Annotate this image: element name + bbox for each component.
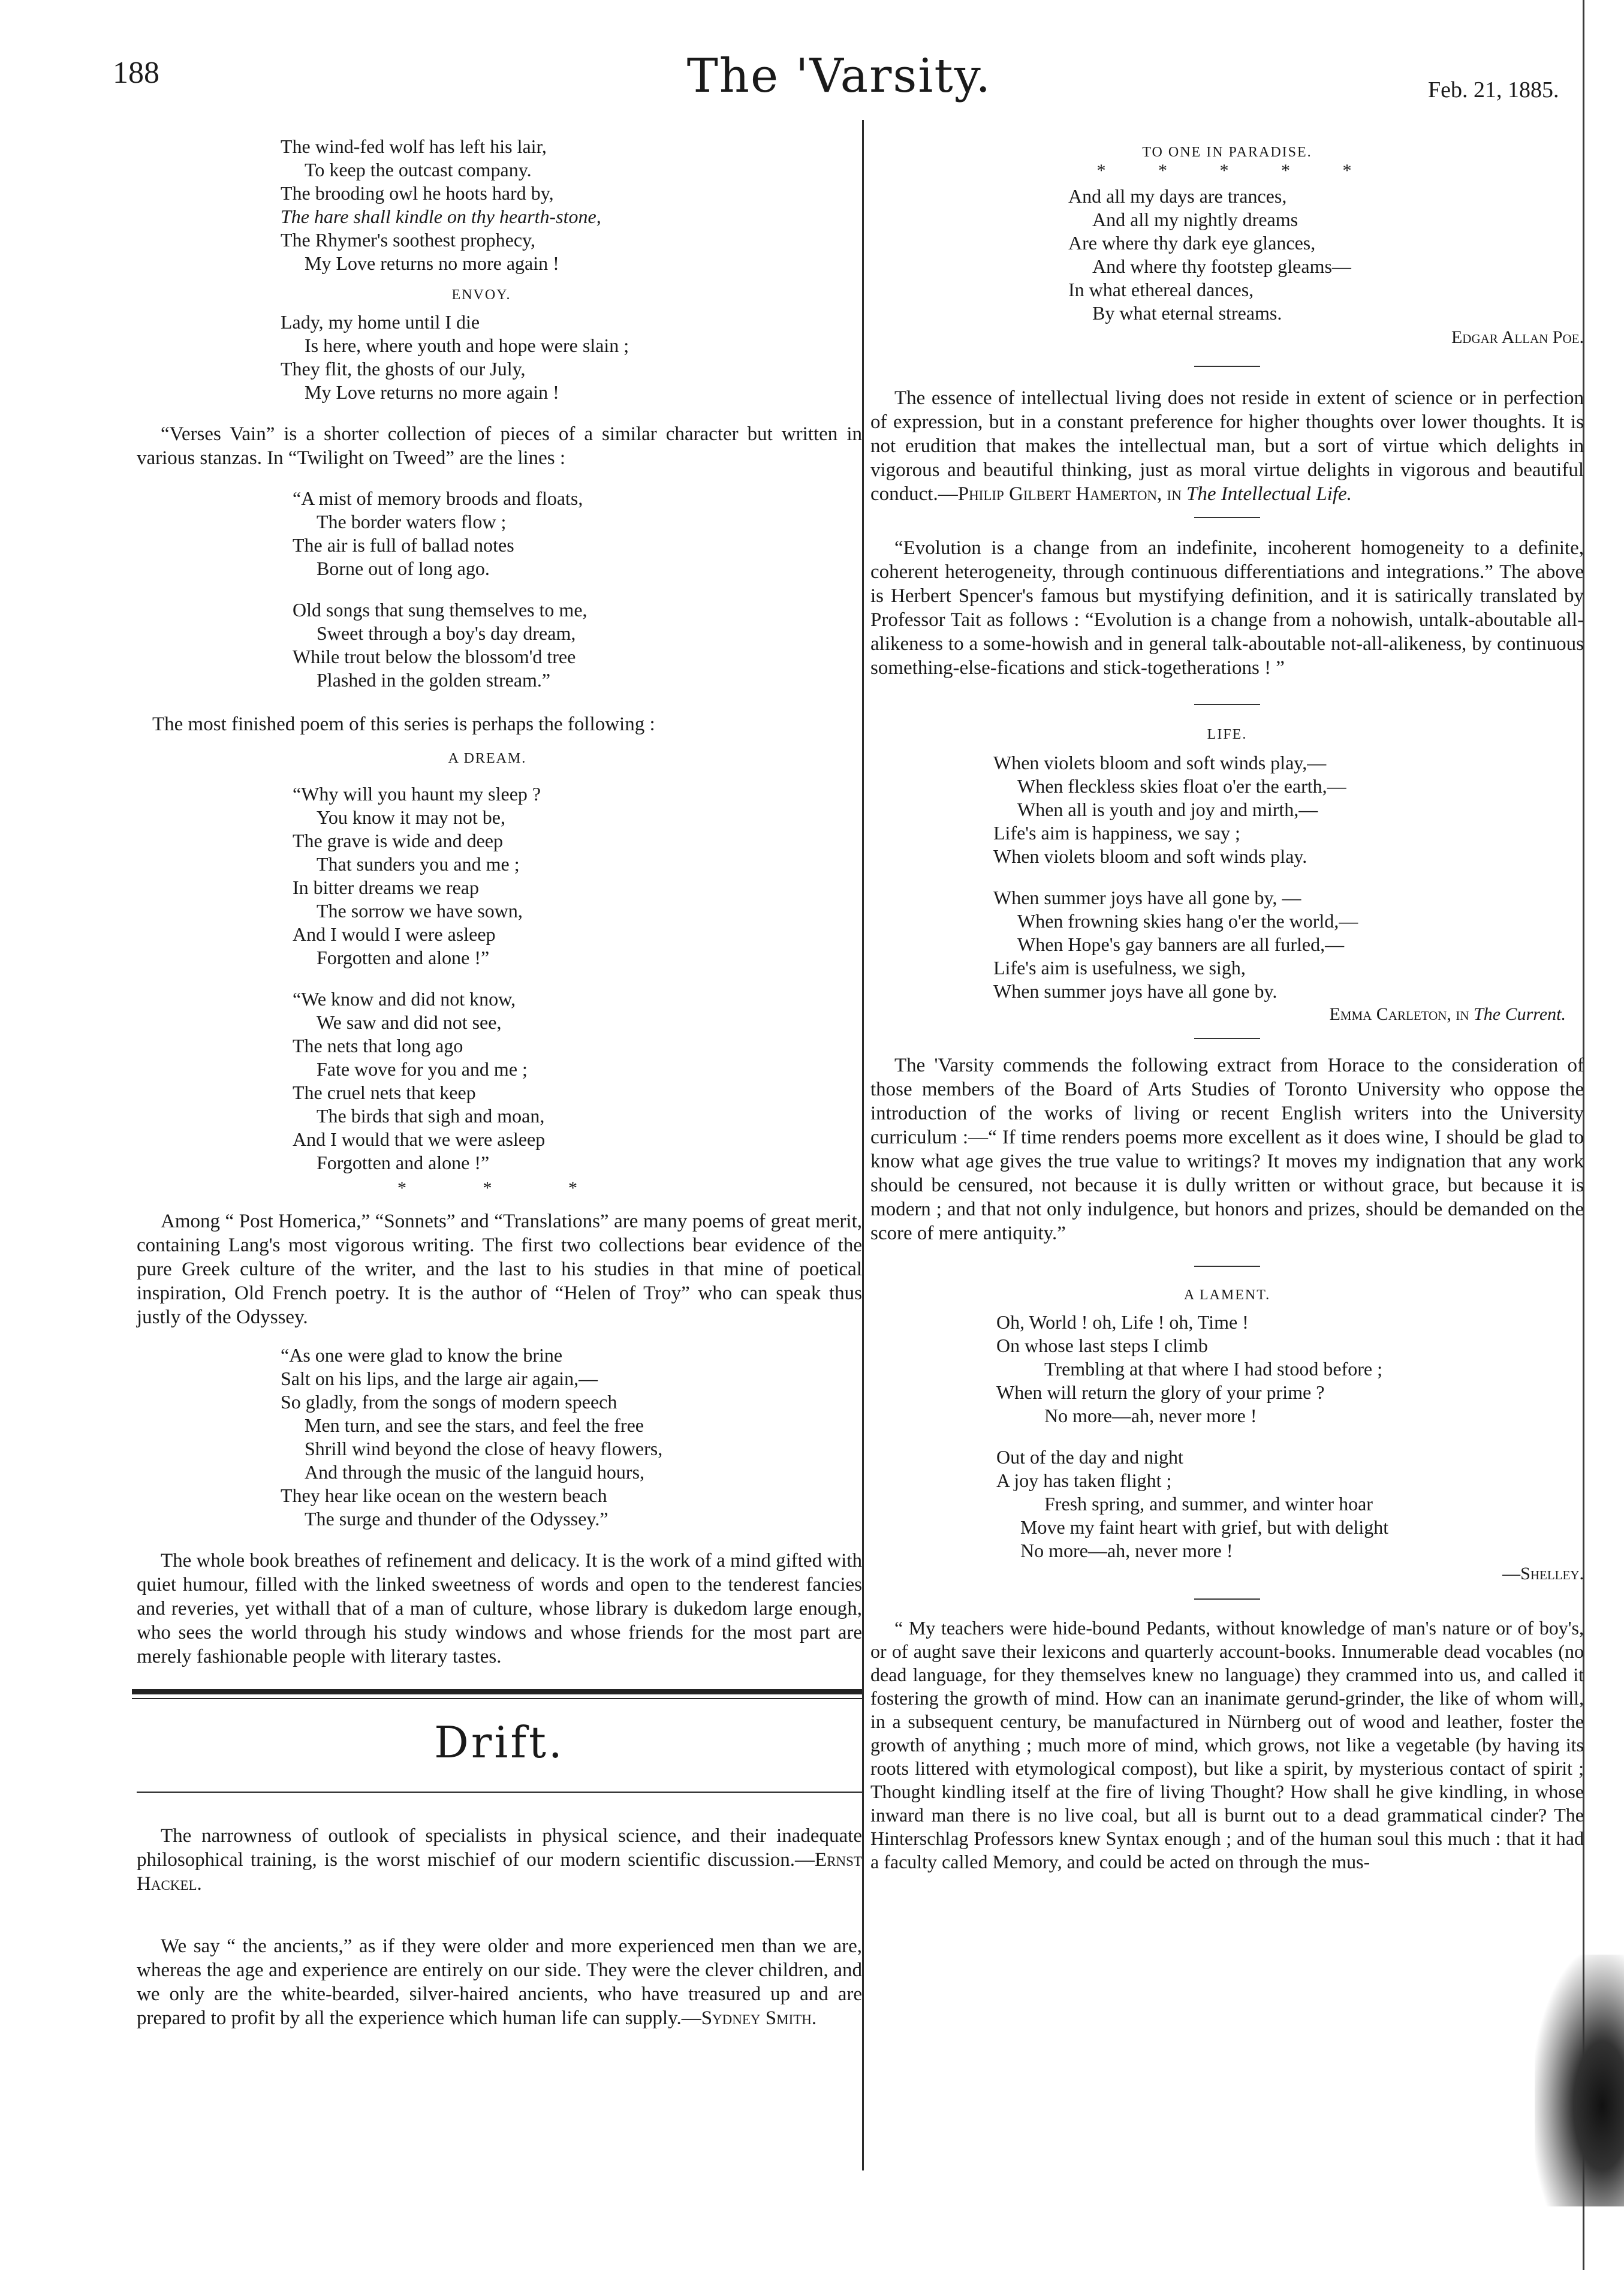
poem-line: When summer joys have all gone by, — [993,887,1301,908]
poem-line: Lady, my home until I die [281,311,480,333]
poem-line: The hare shall kindle on thy hearth-stone, [281,206,601,227]
poem-line: We saw and did not see, [317,1011,502,1033]
right-column [870,135,1584,1874]
quote-attribution: —Ernst Hackel. [137,1849,862,1895]
poem-line: That sunders you and me ; [317,853,520,875]
poem-line: Forgotten and alone !” [317,1152,490,1173]
section-rule-thick [132,1689,862,1694]
poem-line: Shrill wind beyond the close of heavy flowers, [305,1438,663,1459]
poem-line: No more—ah, never more ! [1044,1405,1257,1426]
quote-source: The Intellectual Life. [1186,483,1352,505]
poem-line: The sorrow we have sown, [317,900,523,922]
poem-line: Sweet through a boy's day dream, [317,622,576,644]
paradise-stars: * * * * * [1096,161,1376,180]
poem-line: The nets that long ago [293,1035,463,1056]
drift-heading: Drift. [434,1717,565,1768]
left-column [137,135,862,2030]
masthead-title: The 'Varsity. [686,49,992,103]
twilight-stanza-2 [293,598,862,692]
lament-signature: —Shelley. [1502,1564,1584,1583]
poem-line: When all is youth and joy and mirth,— [1017,799,1318,820]
poem-line: In what ethereal dances, [1068,279,1254,300]
poem-line: The border waters flow ; [317,511,507,532]
life-heading: LIFE. [1207,727,1248,742]
poem-line: And I would I were asleep [293,923,496,945]
quote-attribution: —Philip Gilbert Hamerton, in [938,483,1182,505]
hamerton-quote [870,386,1584,506]
paradise-heading: TO ONE IN PARADISE. [1142,144,1312,160]
poem-line: The grave is wide and deep [293,830,503,851]
poem-line: And through the music of the languid hours, [305,1461,645,1483]
poem-line: Salt on his lips, and the large air again,— [281,1368,598,1389]
horace-extract: The 'Varsity commends the following extract from Horace to the consideration of those members of the Board of Arts Studies of Toronto University who oppose the introduction of the works of living or recent English writers into the University curriculum :—“ If time renders poems more excellent as it does wine, I should be glad to know what age gives the true value to writings? It moves my indignation that any work should be censured, not because it is dully written or without grace, but because it is modern ; and that not only indulgence, but honors and prizes, should be demanded on the score of mere antiquity.” [870,1055,1584,1244]
poem-line: “As one were glad to know the brine [281,1344,563,1366]
paragraph-post-homerica: Among “ Post Homerica,” “Sonnets” and “Translations” are many poems of great merit, containing Lang's most vigorous writing. The first two collections bear evidence of the pure Greek culture of the writer, and the last to his studies in that mine of poetical inspiration, Old French poetry. It is the author of “Helen of Troy” who can speak thus justly of the Odyssey. [137,1211,862,1328]
poem-line: In bitter dreams we reap [293,877,479,898]
poem-line: They hear like ocean on the western beach [281,1485,607,1506]
ink-smudge [1535,1955,1624,2206]
teachers-extract: “ My teachers were hide-bound Pedants, without knowledge of man's nature or of boy's, or of aught save their lexicons and quarterly account-books. Innumerable dead vocables (no dead language, for they themselves knew no language) they crammed into us, and called it fostering the growth of mind. How can an inanimate gerund-grinder, the like of whom will, in a subsequent century, be manufactured in Nürnberg out of wood and leather, foster the growth of anything ; much more of mind, which grows, not like a vegetable (by having its roots littered with etymological compost), but like a spirit, by mysterious contact of spirit ; Thought kindling itself at the fire of living Thought? How shall he give kindling, in whose inward man there is no live coal, but all is burnt out to a dead grammatical cinder? The Hinterschlag Professors knew Syntax enough ; and of the human soul this much : that it had a faculty called Memory, and could be acted on through the mus- [870,1617,1584,1872]
signature-name: Emma Carleton, in [1329,1004,1469,1024]
issue-date: Feb. 21, 1885. [1428,77,1559,103]
drift-rule [137,1792,862,1793]
poem-line: When Hope's gay banners are all furled,— [1017,934,1345,955]
signature-source: The Current. [1474,1004,1566,1024]
envoy-stanza [281,311,862,404]
quote-text: The essence of intellectual living does not reside in extent of science or in perfection of expression, but in a constant preference for higher thoughts over lower thoughts. It is not erudition that makes the intellectual man, but a sort of virtue which delights in vigorous and beautiful thinking, just as moral virtue delights in vigorous and beautiful conduct. [870,387,1584,505]
lament-heading: A LAMENT. [1183,1287,1271,1303]
poem-line: “A mist of memory broods and floats, [293,487,583,509]
quote-text: We say “ the ancients,” as if they were older and more experienced men than we are, whereas the age and experience are entirely on our side. They were the clever children, and we only are the white-bearded, silver-haired ancients, who have treasured up and are prepared to profit by all the experience which human life can supply. [137,1935,862,2029]
poem-line: My Love returns no more again ! [305,381,559,403]
page-number: 188 [113,56,159,90]
poem-line: The surge and thunder of the Odyssey.” [305,1508,608,1530]
poem-line: When fleckless skies float o'er the earth,— [1017,775,1346,797]
poem-line: Move my faint heart with grief, but with delight [1020,1516,1389,1538]
poem-line: “We know and did not know, [293,988,516,1010]
poem-line: The birds that sigh and moan, [317,1105,545,1127]
poem-line: The air is full of ballad notes [293,534,514,556]
section-rule-thin [132,1698,862,1699]
poem-line: You know it may not be, [317,806,505,828]
poem-line: While trout below the blossom'd tree [293,646,576,667]
separator [1194,366,1260,367]
poem-line: Is here, where youth and hope were slain ; [305,335,629,356]
lament-stanza-2 [996,1446,1584,1562]
paradise-poem [1068,185,1584,325]
poem-line: And all my days are trances, [1068,185,1287,207]
poem-line: When frowning skies hang o'er the world,— [1017,910,1358,932]
life-stanza-1 [993,751,1584,868]
poem-line: Forgotten and alone !” [317,947,490,968]
poem-line: Plashed in the golden stream.” [317,669,551,691]
poem-line: To keep the outcast company. [305,159,532,180]
paradise-signature: Edgar Allan Poe. [1451,327,1584,347]
paragraph-whole-book: The whole book breathes of refinement and delicacy. It is the work of a mind gifted with quiet humour, filled with the linked sweetness of words and open to the tenderest fancies and reveries, yet withall that of a man of culture, whose library is dukedom large enough, who sees the world through his study windows and whose friends for the most part are merely fashionable people with literary tastes. [137,1550,862,1667]
poem-line: Old songs that sung themselves to me, [293,599,587,621]
separator [1194,1038,1260,1039]
poem-line: When will return the glory of your prime ? [996,1381,1325,1403]
quote-attribution: —Sydney Smith. [681,2007,817,2029]
poem-line: The brooding owl he hoots hard by, [281,182,554,204]
separator [1194,517,1260,518]
poem-line: And all my nightly dreams [1092,209,1298,230]
life-signature [870,1004,1584,1025]
poem-line: And I would that we were asleep [293,1128,546,1150]
poem-line: Fresh spring, and summer, and winter hoar [1044,1493,1373,1515]
quote-text: The narrowness of outlook of specialists in physical science, and their inadequate philosophical training, is the worst mischief of our modern scientific discussion. [137,1825,862,1871]
poem-line: When summer joys have all gone by. [993,980,1277,1002]
poem-line: Life's aim is happiness, we say ; [993,822,1240,844]
poem-line: They flit, the ghosts of our July, [281,358,526,380]
paragraph-verses-vain: “Verses Vain” is a shorter collection of pieces of a similar character but written in various stanzas. In “Twilight on Tweed” are the lines : [137,423,862,469]
poem-line: And where thy footstep gleams— [1092,255,1351,277]
evolution-quote: “Evolution is a change from an indefinite, incoherent homogeneity to a definite, coherent heterogeneity, through continuous differentiations and integrations.” The above is Herbert Spencer's famous but mystifying definition, and it is satirically translated by Professor Tait as follows : “Evolution is a change from a nohowish, untalk-aboutable all-alikeness to a some-howish and in general talk-aboutable not-all-alikeness, by continuous something-else-fications and stick-togetherations ! ” [870,537,1584,679]
drift-haeckel-quote [137,1824,862,1896]
twilight-stanza-1 [293,487,862,580]
separator [1194,1266,1260,1267]
poem-line: No more—ah, never more ! [1020,1540,1233,1561]
poem-line: Oh, World ! oh, Life ! oh, Time ! [996,1311,1249,1333]
poem-line: Trembling at that where I had stood before ; [1044,1358,1383,1380]
odyssey-sonnet [281,1344,862,1531]
column-divider [862,120,864,2170]
ballad-stanza [281,135,862,275]
drift-smith-quote [137,1934,862,2030]
paragraph-most-finished: The most finished poem of this series is perhaps the following : [152,713,655,735]
poem-line: “Why will you haunt my sleep ? [293,783,541,805]
separator [1194,1598,1260,1600]
poem-line: On whose last steps I climb [996,1335,1208,1356]
poem-line: Out of the day and night [996,1446,1183,1468]
poem-line: Fate wove for you and me ; [317,1058,528,1080]
poem-line: The cruel nets that keep [293,1082,476,1103]
envoy-heading: ENVOY. [451,287,511,303]
poem-line: Borne out of long ago. [317,558,490,579]
poem-line: The wind-fed wolf has left his lair, [281,136,547,157]
poem-line: So gladly, from the songs of modern speech [281,1391,617,1413]
dream-heading: A DREAM. [448,751,527,766]
poem-line: When violets bloom and soft winds play,— [993,752,1327,773]
poem-line: My Love returns no more again ! [305,252,559,274]
poem-line: When violets bloom and soft winds play. [993,845,1307,867]
dream-stanza-2 [293,988,862,1175]
poem-line: Men turn, and see the stars, and feel the free [305,1414,644,1436]
section-stars: * * * [397,1178,613,1198]
poem-line: By what eternal streams. [1092,302,1282,324]
life-stanza-2 [993,886,1584,1003]
separator [1194,704,1260,705]
poem-line: The Rhymer's soothest prophecy, [281,229,535,251]
dream-stanza-1 [293,782,862,970]
poem-line: Are where thy dark eye glances, [1068,232,1316,254]
poem-line: A joy has taken flight ; [996,1470,1172,1491]
poem-line: Life's aim is usefulness, we sigh, [993,957,1246,979]
lament-stanza-1 [996,1311,1584,1428]
